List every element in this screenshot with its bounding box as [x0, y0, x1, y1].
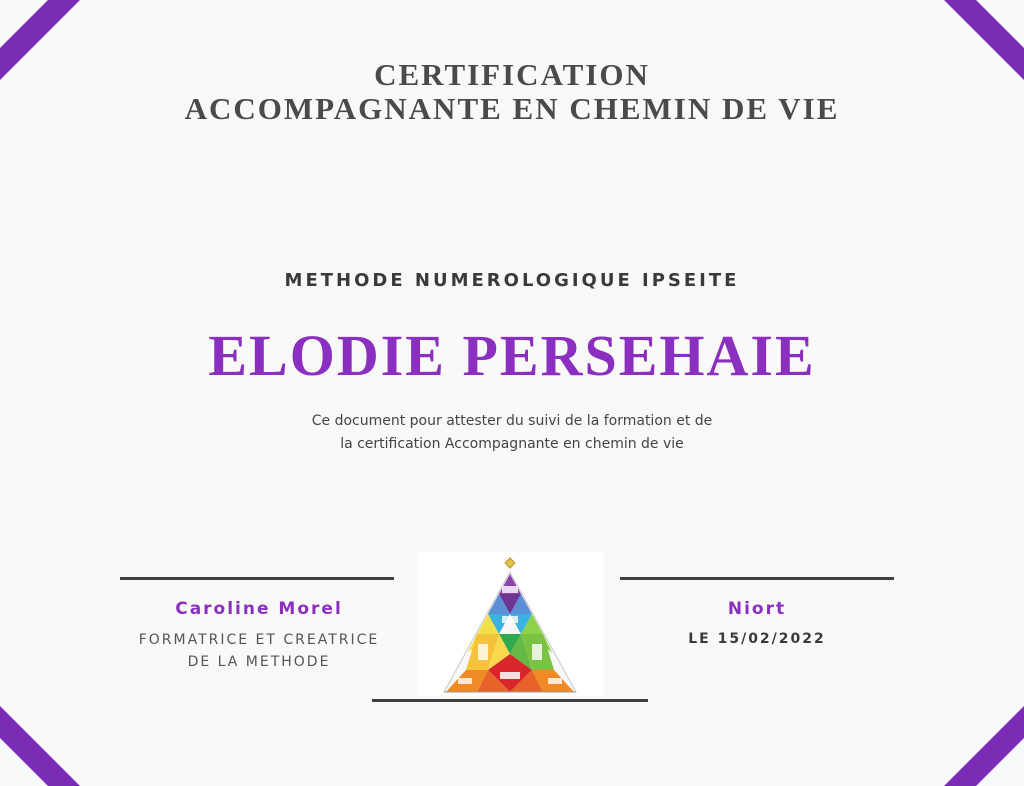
description-line-1: Ce document pour attester du suivi de la formation et de: [311, 413, 713, 429]
title-line-1: CERTIFICATION: [374, 57, 650, 92]
signature-rule-left: [120, 577, 394, 580]
title-line-2: ACCOMPAGNANTE EN CHEMIN DE VIE: [184, 91, 840, 126]
trainer-name: Caroline Morel: [175, 599, 343, 619]
certificate-title: [0, 58, 1024, 126]
trainer-role-line-1: FORMATRICE ET CREATRICE: [138, 632, 380, 648]
trainer-role-line-2: DE LA METHODE: [187, 654, 331, 670]
description-line-2: la certification Accompagnante en chemin de vie: [340, 436, 684, 452]
signature-rule-right: [620, 577, 894, 580]
corner-ribbon-bottom-left: [0, 696, 90, 786]
method-subtitle: METHODE NUMEROLOGIQUE IPSEITE: [284, 270, 740, 291]
signing-date: LE 15/02/2022: [688, 631, 826, 647]
signature-block-place-date: [610, 599, 904, 647]
logo-rule-bottom: [372, 699, 648, 702]
recipient-name: ELODIE PERSEHAIE: [208, 323, 816, 388]
trainer-role: [110, 629, 408, 673]
numerology-pyramid-icon: [418, 552, 604, 696]
corner-ribbon-bottom-right: [934, 696, 1024, 786]
signing-place: Niort: [727, 599, 787, 619]
signature-block-trainer: [110, 599, 408, 673]
certificate-description: [0, 410, 1024, 456]
